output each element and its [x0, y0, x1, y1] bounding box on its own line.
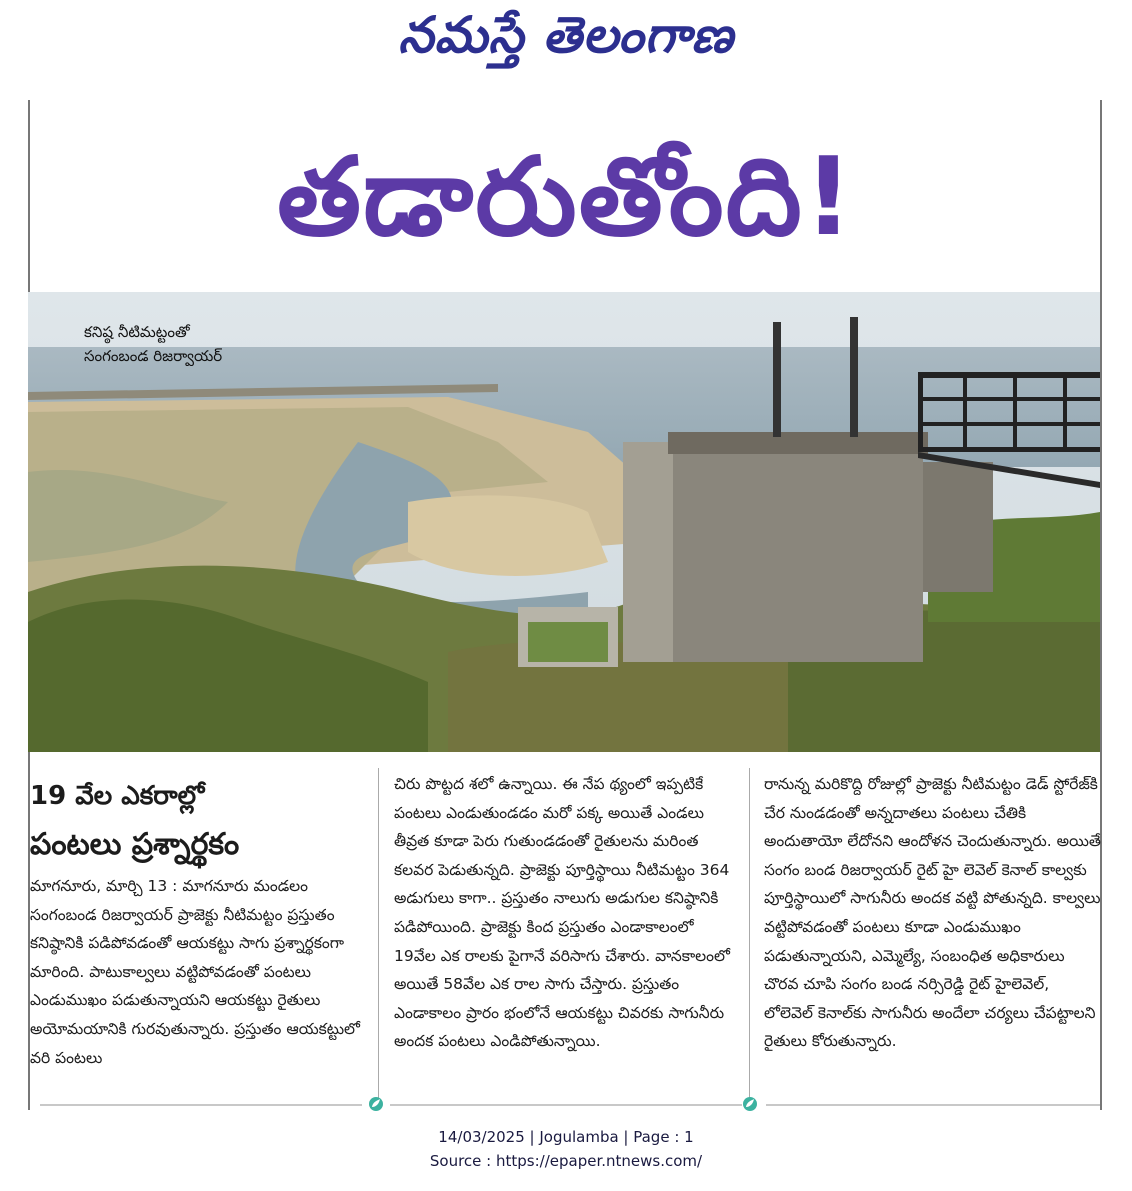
article-column-2 [394, 770, 732, 1056]
article-text-col2: చిరు పొట్టద శలో ఉన్నాయి. ఈ నేప థ్యంలో ఇప్పటికే పంటలు ఎండుతుండడం మరో పక్క అయితే ఎండలు తీవ్రత కూడా పెరు గుతుండడంతో రైతులను మరింత కలవర పెడుతున్నది. ప్రాజెక్టు పూర్తిస్థాయి నీటిమట్టం 364 అడుగులు కాగా.. ప్రస్తుతం నాలుగు అడుగుల కనిష్ఠానికి పడిపోయింది. ప్రాజెక్టు కింద ప్రస్తుతం ఎండాకాలంలో 19వేల ఎక రాలకు పైగానే వరిసాగు చేశారు. వానకాలంలో అయితే 58వేల ఎక రాల సాగు చేస్తారు. ప్రస్తుతం ఎండాకాలం ప్రారం భంలోనే ఆయకట్టు చివరకు సాగునీరు అందక పంటలు ఎండిపోతున్నాయి. [394, 775, 730, 1051]
article-text-col3: రానున్న మరికొద్ది రోజుల్లో ప్రాజెక్టు నీటిమట్టం డెడ్ స్టోరేజ్‌కి చేర నుండడంతో అన్నదాతలు పంటలు చేతికి అందుతాయో లేదోనని ఆందోళన చెందుతున్నారు. అయితే సంగం బండ రిజర్వాయర్ రైట్ హై లెవెల్ కెనాల్ కాల్వకు పూర్తిస్థాయిలో సాగునీరు అందక వట్టి పోతున్నది. కాల్వలు వట్టిపోవడంతో పంటలు కూడా ఎండుముఖం పడుతున్నాయని, ఎమ్మెల్యే, సంబంధిత అధికారులు చొరవ చూపి సంగం బండ నర్సిరెడ్డి రైట్ హైలెవెల్, లోలెవెల్ కెనాల్‌కు సాగునీరు అందేలా చర్యలు చేపట్టాలని రైతులు కోరుతున్నారు. [764, 775, 1101, 1051]
subheading-2: పంటలు ప్రశ్నార్థకం [30, 827, 240, 862]
photo-caption [84, 320, 222, 368]
article-column-3 [764, 770, 1102, 1056]
article-text-col1: మాగనూరు, మార్చి 13 : మాగనూరు మండలం సంగంబండ రిజర్వాయర్ ప్రాజెక్టు నీటిమట్టం ప్రస్తుతం కనిష్ఠానికి పడిపోవడంతో ఆయకట్టు సాగు ప్రశ్నార్థకంగా మారింది. పాటుకాల్వలు వట్టిపోవడంతో పంటలు ఎండుముఖం పడుతున్నాయని ఆయకట్టు రైతులు అయోమయానికి గురవుతున్నారు. ప్రస్తుతం ఆయకట్టులో వరి పంటలు [30, 877, 361, 1067]
headline: తడారుతోంది! [277, 135, 855, 260]
masthead-logo: నమస్తే తెలంగాణ [398, 6, 734, 64]
subheading-1: 19 వేల ఎకరాల్లో [30, 781, 205, 811]
footer-rule-3 [766, 1104, 1100, 1106]
article-column-1 [30, 770, 364, 1072]
footer-date-page: 14/03/2025 | Jogulamba | Page : 1 [438, 1128, 694, 1146]
leaf-icon [741, 1095, 759, 1113]
caption-line-2: సంగంబండ రిజర్వాయర్ [84, 347, 223, 365]
leaf-icon [367, 1095, 385, 1113]
footer-rule-1 [40, 1104, 362, 1106]
footer-source[interactable]: Source : https://epaper.ntnews.com/ [429, 1152, 703, 1170]
column-divider-1 [378, 768, 379, 1098]
footer-rule-2 [390, 1104, 742, 1106]
caption-line-1: కనిష్ఠ నీటిమట్టంతో [84, 323, 190, 341]
column-divider-2 [749, 768, 750, 1098]
